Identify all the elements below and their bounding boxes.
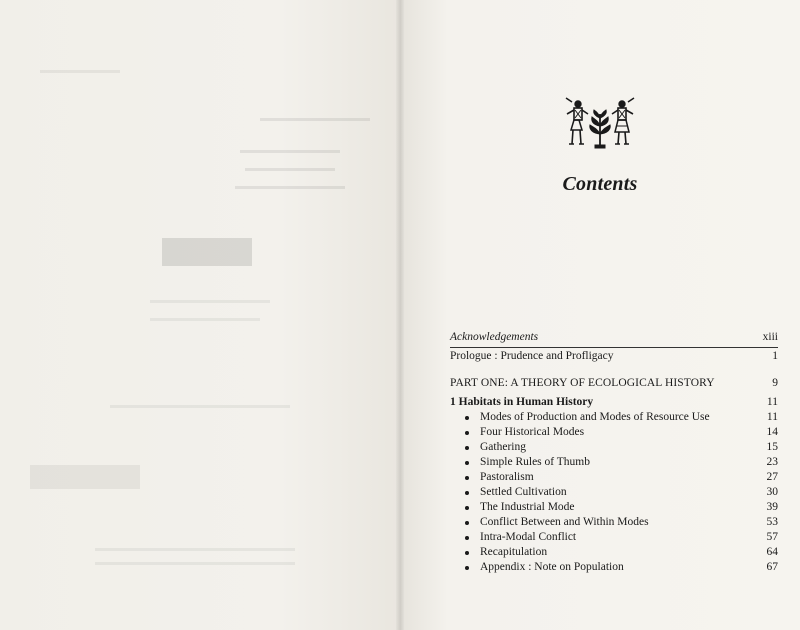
toc-section-label: Settled Cultivation <box>480 486 567 498</box>
ghost-line <box>260 118 370 121</box>
toc-row-acknowledgements[interactable] <box>450 330 778 345</box>
toc-section-label: Simple Rules of Thumb <box>480 456 590 468</box>
tribal-figures-ornament-icon <box>560 96 640 156</box>
toc-page-number: 53 <box>766 516 778 528</box>
toc-row-section[interactable] <box>450 455 778 470</box>
toc-row-section[interactable] <box>450 560 778 575</box>
toc-page-number: 11 <box>766 411 778 423</box>
toc-row-section[interactable] <box>450 515 778 530</box>
toc-page-number: 9 <box>772 377 778 389</box>
bullet-icon <box>465 461 469 465</box>
toc-page-number: 14 <box>766 426 778 438</box>
toc-divider <box>450 347 778 348</box>
toc-section-label: Intra-Modal Conflict <box>480 531 577 543</box>
ghost-line <box>110 405 290 408</box>
bullet-icon <box>465 536 469 540</box>
toc-row-section[interactable] <box>450 545 778 560</box>
ghost-line <box>245 168 335 171</box>
toc-page-number: 1 <box>772 350 778 362</box>
toc-row-prologue[interactable] <box>450 349 778 364</box>
toc-section-label: Gathering <box>480 441 526 453</box>
toc-row-section[interactable] <box>450 425 778 440</box>
toc-page-number: xiii <box>762 331 778 343</box>
ghost-logo-block <box>162 238 252 266</box>
toc-entry-label: Prologue : Prudence and Profligacy <box>450 350 614 362</box>
ghost-line <box>240 150 340 153</box>
toc-section-label: Four Historical Modes <box>480 426 585 438</box>
toc-section-label: The Industrial Mode <box>480 501 575 513</box>
toc-row-chapter-1[interactable] <box>450 395 778 410</box>
toc-row-part-one[interactable] <box>450 376 778 391</box>
ghost-stamp <box>30 465 140 489</box>
toc-row-section[interactable] <box>450 500 778 515</box>
toc-chapter-label: 1 Habitats in Human History <box>450 396 594 408</box>
toc-row-section[interactable] <box>450 530 778 545</box>
bullet-icon <box>465 551 469 555</box>
toc-section-label: Conflict Between and Within Modes <box>480 516 649 528</box>
bullet-icon <box>465 431 469 435</box>
toc-section-label: Recapitulation <box>480 546 548 558</box>
ghost-line <box>95 562 295 565</box>
bullet-icon <box>465 446 469 450</box>
bullet-icon <box>465 506 469 510</box>
toc-row-section[interactable] <box>450 440 778 455</box>
toc-page-number: 27 <box>766 471 778 483</box>
bullet-icon <box>465 416 469 420</box>
toc-page-number: 23 <box>766 456 778 468</box>
toc-entry-label: Acknowledgements <box>450 331 539 343</box>
toc-row-section[interactable] <box>450 485 778 500</box>
toc-page-number: 30 <box>766 486 778 498</box>
bullet-icon <box>465 476 469 480</box>
ghost-line <box>150 300 270 303</box>
toc-row-section[interactable] <box>450 410 778 425</box>
ghost-line <box>95 548 295 551</box>
toc-row-section[interactable] <box>450 470 778 485</box>
toc-section-label: Pastoralism <box>480 471 534 483</box>
contents-heading: Contents <box>562 173 638 195</box>
toc-part-label: PART ONE: A THEORY OF ECOLOGICAL HISTORY <box>450 377 715 389</box>
toc-section-label: Modes of Production and Modes of Resource Use <box>480 411 710 423</box>
toc-page-number: 67 <box>766 561 778 573</box>
bullet-icon <box>465 521 469 525</box>
bullet-icon <box>465 566 469 570</box>
book-gutter <box>396 0 404 630</box>
toc-section-label: Appendix : Note on Population <box>480 561 624 573</box>
toc-page-number: 11 <box>766 396 778 408</box>
bullet-icon <box>465 491 469 495</box>
ghost-line <box>150 318 260 321</box>
toc-page-number: 57 <box>766 531 778 543</box>
ghost-line <box>40 70 120 73</box>
ghost-line <box>235 186 345 189</box>
toc-page-number: 39 <box>766 501 778 513</box>
toc-page-number: 15 <box>766 441 778 453</box>
toc-page-number: 64 <box>766 546 778 558</box>
